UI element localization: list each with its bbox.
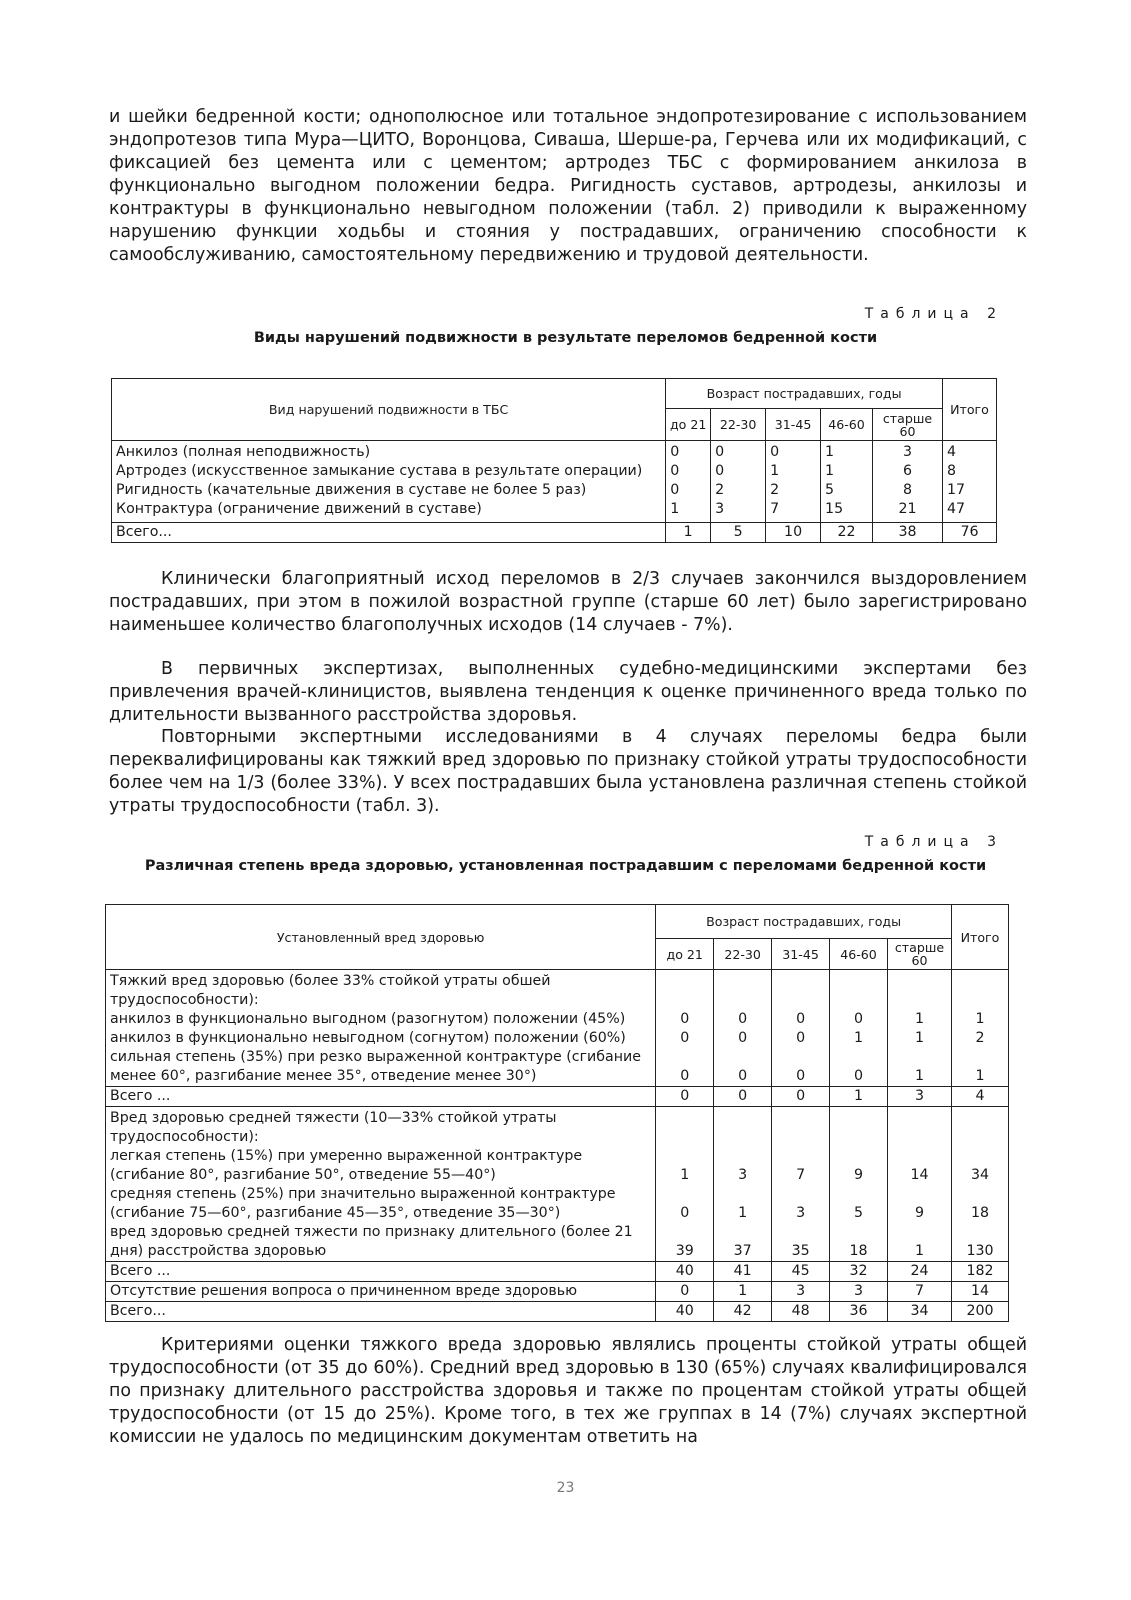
table3-row — [106, 1185, 1009, 1223]
table3-cell: 0 — [656, 1048, 714, 1087]
table2-header-total: Итого — [942, 379, 996, 441]
table2-total-cell: 76 — [942, 523, 996, 543]
table3-cell: 40 — [656, 1302, 714, 1322]
table3-row-name: легкая степень (15%) при умеренно выраженной контрактуре (сгибание 80°, разгибание 50°, отведение 55—40°) — [106, 1147, 656, 1185]
table2-cell: 1 — [825, 444, 835, 460]
table3-cell: 3 — [830, 1282, 888, 1302]
table3-header-total: Итого — [951, 905, 1008, 970]
table3-cell: 1 — [714, 1185, 772, 1223]
table3-cell: 18 — [951, 1185, 1008, 1223]
table3-cell: 1 — [888, 1223, 952, 1262]
table3-cell: 9 — [888, 1185, 952, 1223]
table3-label: Таблица 3 — [864, 834, 1003, 850]
table3-row-name: сильная степень (35%) при резко выраженной контрактуре (сгибание менее 60°, разгибание менее 35°, отведение менее 30°) — [106, 1048, 656, 1087]
table2-header-type: Вид нарушений подвижности в ТБС — [112, 379, 666, 441]
table3-absent-label: Отсутствие решения вопроса о причиненном вреде здоровью — [106, 1282, 656, 1302]
table2-total-cell: 1 — [666, 523, 711, 543]
table2-cell: 7 — [770, 501, 780, 517]
table3-cell: 39 — [656, 1223, 714, 1262]
table3-cell: 3 — [714, 1147, 772, 1185]
table2-cell: 3 — [715, 501, 725, 517]
table3-cell: 130 — [951, 1223, 1008, 1262]
paragraph-repeat-expertise: Повторными экспертными исследованиями в 4 случаях переломы бедра были переквалифицированы как тяжкий вред здоровью по признаку стойкой утраты трудоспособности более чем на 1/3 (более 33%). У всех пострадавших была установлена различная степень стойкой утраты трудоспособности (табл. 3). — [109, 727, 1027, 816]
table3-cell: 1 — [714, 1282, 772, 1302]
table3-cell: 0 — [714, 1010, 772, 1029]
table3-age-col: 46-60 — [830, 939, 888, 970]
table2-cell: 1 — [770, 463, 780, 479]
table2-cell: 8 — [946, 463, 956, 479]
table2-cell: 6 — [902, 463, 912, 479]
table2-total-row — [112, 523, 997, 543]
table2-age-col: старше 60 — [873, 409, 943, 441]
table2-cell: 4 — [946, 444, 956, 460]
table3-cell: 14 — [951, 1282, 1008, 1302]
table2-total-cell: 38 — [873, 523, 943, 543]
table3-cell: 42 — [714, 1302, 772, 1322]
table3-cell: 0 — [772, 1048, 830, 1087]
table3-cell: 37 — [714, 1223, 772, 1262]
table3-cell: 0 — [656, 1185, 714, 1223]
table3-group2-total-row — [106, 1262, 1009, 1282]
table2-cell: 0 — [715, 444, 725, 460]
table2-cell: 0 — [670, 463, 680, 479]
table3-header-age: Возраст пострадавших, годы — [656, 905, 952, 939]
table3-cell: 34 — [888, 1302, 952, 1322]
table2-cell: 21 — [898, 501, 917, 517]
table2-cell: 1 — [825, 463, 835, 479]
table3-cell: 0 — [714, 1029, 772, 1048]
table2-age-col: 22-30 — [711, 409, 766, 441]
table2-age-col: 31-45 — [766, 409, 821, 441]
table3 — [105, 904, 1009, 1322]
table3-cell: 41 — [714, 1262, 772, 1282]
paragraph-outcome: Клинически благоприятный исход переломов в 2/3 случаев закончился выздоровлением пострадавших, при этом в пожилой возрастной группе (старше 60 лет) было зарегистрировано наименьшее количество благополучных исходов (14 случаев - 7%). — [109, 569, 1027, 635]
table3-cell: 182 — [951, 1262, 1008, 1282]
table3-cell: 18 — [830, 1223, 888, 1262]
table3-cell: 0 — [772, 1029, 830, 1048]
table3-cell: 45 — [772, 1262, 830, 1282]
table3-cell: 0 — [772, 1087, 830, 1107]
table3-cell: 7 — [888, 1282, 952, 1302]
table3-row — [106, 1029, 1009, 1048]
table3-cell: 1 — [830, 1087, 888, 1107]
table3-cell: 3 — [888, 1087, 952, 1107]
table2-cell: 0 — [670, 444, 680, 460]
table2-total-label: Всего... — [112, 523, 666, 543]
table3-cell: 24 — [888, 1262, 952, 1282]
table3-cell: 0 — [772, 1010, 830, 1029]
table3-group2-heading: Вред здоровью средней тяжести (10—33% стойкой утраты трудоспособности): — [106, 1107, 656, 1148]
table2-total-cell: 10 — [766, 523, 821, 543]
table2-body-rows — [112, 441, 997, 523]
table3-cell: 1 — [951, 1010, 1008, 1029]
table2-age-col: до 21 — [666, 409, 711, 441]
table3-cell: 4 — [951, 1087, 1008, 1107]
table3-cell: 1 — [830, 1029, 888, 1048]
table3-cell: 32 — [830, 1262, 888, 1282]
table3-row — [106, 1223, 1009, 1262]
table3-age-col: 22-30 — [714, 939, 772, 970]
table3-row — [106, 1147, 1009, 1185]
table3-group2-total-label: Всего ... — [106, 1262, 656, 1282]
table3-cell: 200 — [951, 1302, 1008, 1322]
table3-cell: 2 — [951, 1029, 1008, 1048]
table3-cell: 1 — [656, 1147, 714, 1185]
table2-row-name: Анкилоз (полная неподвижность) — [116, 444, 371, 460]
table2-title: Виды нарушений подвижности в результате переломов бедренной кости — [253, 330, 878, 346]
table2-cell: 0 — [670, 482, 680, 498]
table2-row-name: Артродез (искусственное замыкание сустава в результате операции) — [116, 463, 643, 479]
page-number: 23 — [556, 1480, 575, 1496]
table3-grand-total-row — [106, 1302, 1009, 1322]
table3-cell: 0 — [656, 1010, 714, 1029]
table2-cell: 17 — [946, 482, 966, 498]
table3-title: Различная степень вреда здоровью, установленная пострадавшим с переломами бедренной кости — [144, 858, 987, 874]
table2-cell: 0 — [770, 444, 780, 460]
table2-cell: 1 — [670, 501, 680, 517]
paragraph-intro: и шейки бедренной кости; однополюсное или тотальное эндопротезирование с использованием эндопротезов типа Мура—ЦИТО, Воронцова, Сиваша, Шерше-ра, Герчева или их модификаций, с фиксацией без цемента или с цементом; артродез ТБС с формированием анкилоза в функционально выгодном положении бедра. Ригидность суставов, артродезы, анкилозы и контрактуры в функционально невыгодном положении (табл. 2) приводили к выраженному нарушению функции ходьбы и стояния у пострадавших, ограничению способности к самообслуживанию, самостоятельному передвижению и трудовой деятельности. — [109, 107, 1027, 265]
table2-row-name: Ригидность (качательные движения в суставе не более 5 раз) — [116, 482, 587, 498]
table3-row-name: анкилоз в функционально невыгодном (согнутом) положении (60%) — [106, 1029, 656, 1048]
table2 — [111, 378, 997, 543]
table2-cell: 15 — [825, 501, 844, 517]
table3-cell: 1 — [888, 1010, 952, 1029]
table3-row-name: анкилоз в функционально выгодном (разогнутом) положении (45%) — [106, 1010, 656, 1029]
table3-group1-heading: Тяжкий вред здоровью (более 33% стойкой утраты обшей трудоспособности): — [106, 970, 656, 1011]
table3-row-name: вред здоровью средней тяжести по признаку длительного (более 21 дня) расстройства здоровью — [106, 1223, 656, 1262]
table3-cell: 5 — [830, 1185, 888, 1223]
table3-cell: 1 — [951, 1048, 1008, 1087]
table3-cell: 0 — [656, 1282, 714, 1302]
table3-group1-total-row — [106, 1087, 1009, 1107]
table3-cell: 0 — [656, 1029, 714, 1048]
table2-age-col: 46-60 — [821, 409, 873, 441]
table2-row-name: Контрактура (ограничение движений в суставе) — [116, 501, 482, 517]
table3-cell: 40 — [656, 1262, 714, 1282]
table3-cell: 7 — [772, 1147, 830, 1185]
table3-group1-heading-row — [106, 970, 1009, 1011]
table3-row-name: средняя степень (25%) при значительно выраженной контрактуре (сгибание 75—60°, разгибание 45—35°, отведение 35—30°) — [106, 1185, 656, 1223]
table3-row — [106, 1048, 1009, 1087]
paragraph-criteria: Критериями оценки тяжкого вреда здоровью являлись проценты стойкой утраты общей трудоспособности (от 35 до 60%). Средний вред здоровью в 130 (65%) случаях квалифицировался по признаку длительного расстройства здоровья и также по процентам стойкой утраты общей трудоспособности (от 15 до 25%). Кроме того, в тех же группах в 14 (7%) случаях экспертной комиссии не удалось по медицинским документам ответить на — [109, 1335, 1027, 1447]
table3-age-col: 31-45 — [772, 939, 830, 970]
table2-cell: 5 — [825, 482, 835, 498]
table3-cell: 0 — [830, 1010, 888, 1029]
table3-cell: 1 — [888, 1048, 952, 1087]
table2-cell: 0 — [715, 463, 725, 479]
table3-cell: 0 — [830, 1048, 888, 1087]
table3-cell: 34 — [951, 1147, 1008, 1185]
table3-cell: 3 — [772, 1282, 830, 1302]
table3-absent-row — [106, 1282, 1009, 1302]
table3-cell: 48 — [772, 1302, 830, 1322]
table2-total-cell: 22 — [821, 523, 873, 543]
table3-header-type: Установленный вред здоровью — [106, 905, 656, 970]
table3-cell: 0 — [656, 1087, 714, 1107]
table3-group2-heading-row — [106, 1107, 1009, 1148]
table3-age-col: старше 60 — [888, 939, 952, 970]
table3-group1-total-label: Всего ... — [106, 1087, 656, 1107]
table3-cell: 14 — [888, 1147, 952, 1185]
table3-grand-total-label: Всего... — [106, 1302, 656, 1322]
table3-cell: 3 — [772, 1185, 830, 1223]
paragraph-primary-expertise: В первичных экспертизах, выполненных судебно-медицинскими экспертами без привлечения врачей-клиницистов, выявлена тенденция к оценке причиненного вреда только по длительности вызванного расстройства здоровья. — [109, 659, 1027, 725]
table2-label: Таблица 2 — [864, 306, 1003, 322]
table3-cell: 9 — [830, 1147, 888, 1185]
table2-header-age: Возраст пострадавших, годы — [666, 379, 943, 409]
table3-row — [106, 1010, 1009, 1029]
table3-cell: 1 — [888, 1029, 952, 1048]
table2-cell: 2 — [770, 482, 780, 498]
table2-cell: 2 — [715, 482, 725, 498]
table3-cell: 0 — [714, 1048, 772, 1087]
table3-cell: 0 — [714, 1087, 772, 1107]
table2-cell: 3 — [902, 444, 912, 460]
table2-cell: 47 — [946, 501, 966, 517]
table3-cell: 36 — [830, 1302, 888, 1322]
table2-total-cell: 5 — [711, 523, 766, 543]
table2-cell: 8 — [902, 482, 912, 498]
table3-age-col: до 21 — [656, 939, 714, 970]
table3-cell: 35 — [772, 1223, 830, 1262]
